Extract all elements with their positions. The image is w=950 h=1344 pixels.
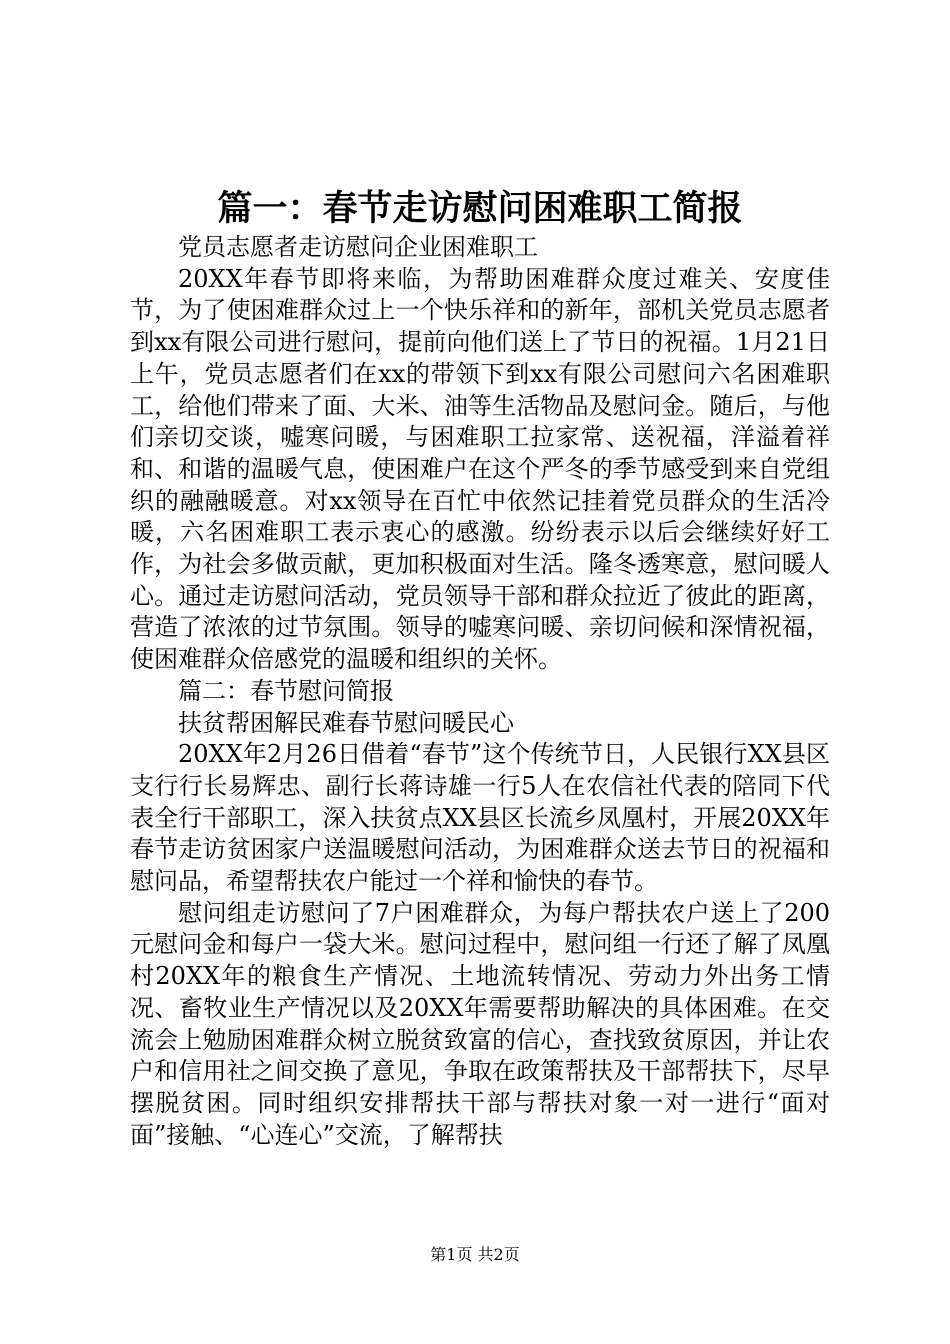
paragraph: 20XX年春节即将来临，为帮助困难群众度过难关、安度佳节，为了使困难群众过上一个快乐祥和的新年，部机关党员志愿者到xx有限公司进行慰问，提前向他们送上了节日的祝福。1月21日上午，党员志愿者们在xx的带领下到xx有限公司慰问六名困难职工，给他们带来了面、大米、油等生活物品及慰问金。随后，与他们亲切交谈，嘘寒问暖，与困难职工拉家常、送祝福，洋溢着祥和、和谐的温暖气息，使困难户在这个严冬的季节感受到来自党组织的融融暖意。对xx领导在百忙中依然记挂着党员群众的生活冷暖，六名困难职工表示衷心的感激。纷纷表示以后会继续好好工作，为社会多做贡献，更加积极面对生活。隆冬透寒意，慰问暖人心。通过走访慰问活动，党员领导干部和群众拉近了彼此的距离，营造了浓浓的过节氛围。领导的嘘寒问暖、亲切问候和深情祝福，使困难群众倍感党的温暖和组织的关怀。	[130, 264, 830, 674]
paragraph: 20XX年2月26日借着“春节”这个传统节日，人民银行XX县区支行行长易辉忠、副行长蒋诗雄一行5人在农信社代表的陪同下代表全行干部职工，深入扶贫点XX县区长流乡凤凰村，开展20XX年春节走访贫困家户送温暖慰问活动，为困难群众送去节日的祝福和慰问品，希望帮扶农户能过一个祥和愉快的春节。	[130, 740, 830, 896]
document-body	[130, 232, 830, 1151]
paragraph-subtitle-2: 扶贫帮困解民难春节慰问暖民心	[178, 708, 514, 737]
paragraph-subtitle-1: 党员志愿者走访慰问企业困难职工	[178, 233, 538, 261]
document-title: 篇一：春节走访慰问困难职工简报	[217, 188, 743, 229]
paragraph: 慰问组走访慰问了7户困难群众，为每户帮扶农户送上了200元慰问金和每户一袋大米。慰问过程中，慰问组一行还了解了凤凰村20XX年的粮食生产情况、土地流转情况、劳动力外出务工情况、畜牧业生产情况以及20XX年需要帮助解决的具体困难。在交流会上勉励困难群众树立脱贫致富的信心，查找致贫原因，并让农户和信用社之间交换了意见，争取在政策帮扶及干部帮扶下，尽早摆脱贫困。同时组织安排帮扶干部与帮扶对象一对一进行“面对面”接触、“心连心”交流，了解帮扶	[130, 898, 830, 1149]
paragraph-section-heading-2: 篇二：春节慰问简报	[178, 676, 394, 705]
page-footer: 第1页 共2页	[430, 1245, 520, 1264]
